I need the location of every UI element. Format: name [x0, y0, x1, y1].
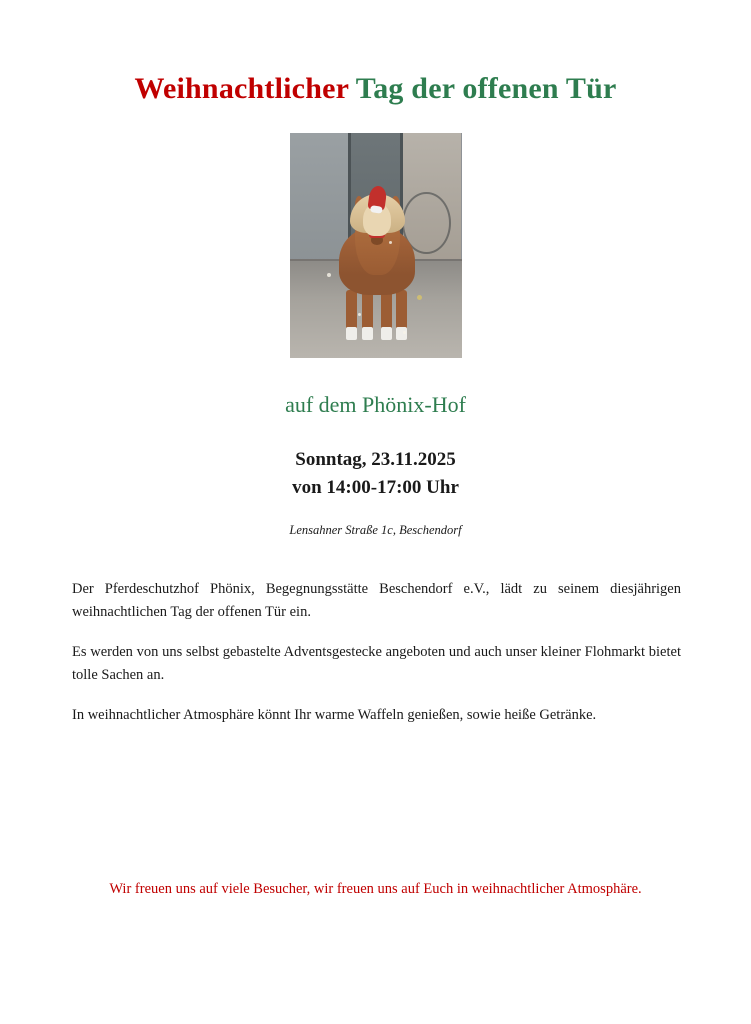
page-title-green-part: Tag der offenen Tür — [355, 72, 617, 105]
pony-figure — [334, 192, 420, 341]
event-datetime — [70, 446, 681, 501]
venue-heading: auf dem Phönix-Hof — [285, 392, 466, 417]
body-text — [70, 578, 681, 726]
body-paragraph: Es werden von uns selbst gebastelte Adventsgestecke angeboten und auch unser kleiner Flohmarkt bietet tolle Sachen an. — [72, 644, 681, 683]
page-title — [70, 0, 681, 105]
event-time: von 14:00-17:00 Uhr — [292, 476, 459, 498]
snow-fleck — [327, 273, 331, 277]
pony-hoof — [362, 327, 373, 340]
pony-hoof — [381, 327, 392, 340]
event-address: Lensahner Straße 1c, Beschendorf — [289, 523, 462, 538]
body-paragraph: Der Pferdeschutzhof Phönix, Begegnungsstätte Beschendorf e.V., lädt zu seinem diesjährigen weihnachtlichen Tag der offenen Tür ein. — [72, 581, 681, 620]
event-date: Sonntag, 23.11.2025 — [295, 449, 456, 470]
snow-fleck — [417, 295, 422, 300]
page-title-red-part: Weihnachtlicher — [134, 72, 349, 105]
body-paragraph: In weihnachtlicher Atmosphäre könnt Ihr warme Waffeln genießen, sowie heiße Getränke. — [72, 706, 597, 723]
closing-message: Wir freuen uns auf viele Besucher, wir freuen uns auf Euch in weihnachtlicher Atmosphäre. — [109, 881, 642, 897]
pony-hoof — [346, 327, 357, 340]
snow-fleck — [403, 331, 406, 334]
pony-photo-illustration — [290, 133, 462, 358]
pony-photo — [290, 133, 462, 358]
